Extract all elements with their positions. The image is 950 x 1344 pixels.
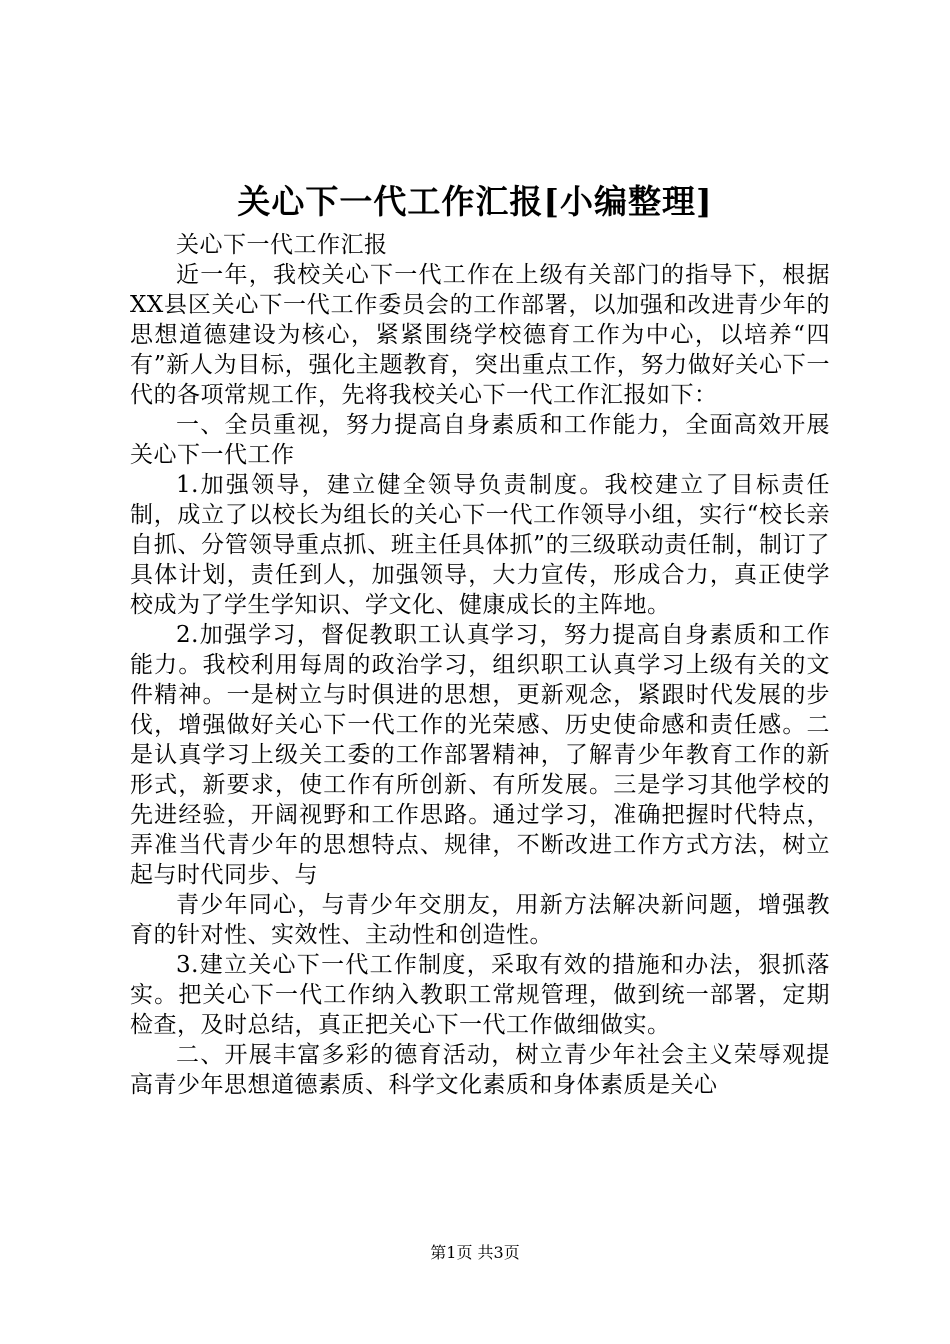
document-title: 关心下一代工作汇报[小编整理] [237,182,713,221]
item-paragraph-3: 3.建立关心下一代工作制度，采取有效的措施和办法，狠抓落实。把关心下一代工作纳入教职工常规管理，做到统一部署，定期检查，及时总结，真正把关心下一代工作做细做实。 [130,952,830,1038]
item-paragraph-2: 2.加强学习，督促教职工认真学习，努力提高自身素质和工作能力。我校利用每周的政治学习，组织职工认真学习上级有关的文件精神。一是树立与时俱进的思想，更新观念，紧跟时代发展的步伐，增强做好关心下一代工作的光荣感、历史使命感和责任感。二是认真学习上级关工委的工作部署精神，了解青少年教育工作的新形式，新要求，使工作有所创新、有所发展。三是学习其他学校的先进经验，开阔视野和工作思路。通过学习，准确把握时代特点，弄准当代青少年的思想特点、规律，不断改进工作方式方法，树立起与时代同步、与 [130,622,830,888]
continuation-paragraph: 青少年同心，与青少年交朋友，用新方法解决新问题，增强教育的针对性、实效性、主动性和创造性。 [130,892,830,948]
subtitle-paragraph: 关心下一代工作汇报 [176,232,388,258]
section-heading-2: 二、开展丰富多彩的德育活动，树立青少年社会主义荣辱观提高青少年思想道德素质、科学文化素质和身体素质是关心 [130,1042,830,1098]
intro-paragraph: 近一年，我校关心下一代工作在上级有关部门的指导下，根据XX县区关心下一代工作委员会的工作部署，以加强和改进青少年的思想道德建设为核心，紧紧围绕学校德育工作为中心，以培养“四有”新人为目标，强化主题教育，突出重点工作，努力做好关心下一代的各项常规工作，先将我校关心下一代工作汇报如下： [130,262,830,408]
document-body [130,230,830,1100]
item-paragraph-1: 1.加强领导，建立健全领导负责制度。我校建立了目标责任制，成立了以校长为组长的关心下一代工作领导小组，实行“校长亲自抓、分管领导重点抓、班主任具体抓”的三级联动责任制，制订了具体计划，责任到人，加强领导，大力宣传，形成合力，真正使学校成为了学生学知识、学文化、健康成长的主阵地。 [130,472,830,618]
page-number-footer: 第1页 共3页 [430,1243,520,1262]
section-heading-1: 一、全员重视，努力提高自身素质和工作能力，全面高效开展关心下一代工作 [130,412,830,468]
